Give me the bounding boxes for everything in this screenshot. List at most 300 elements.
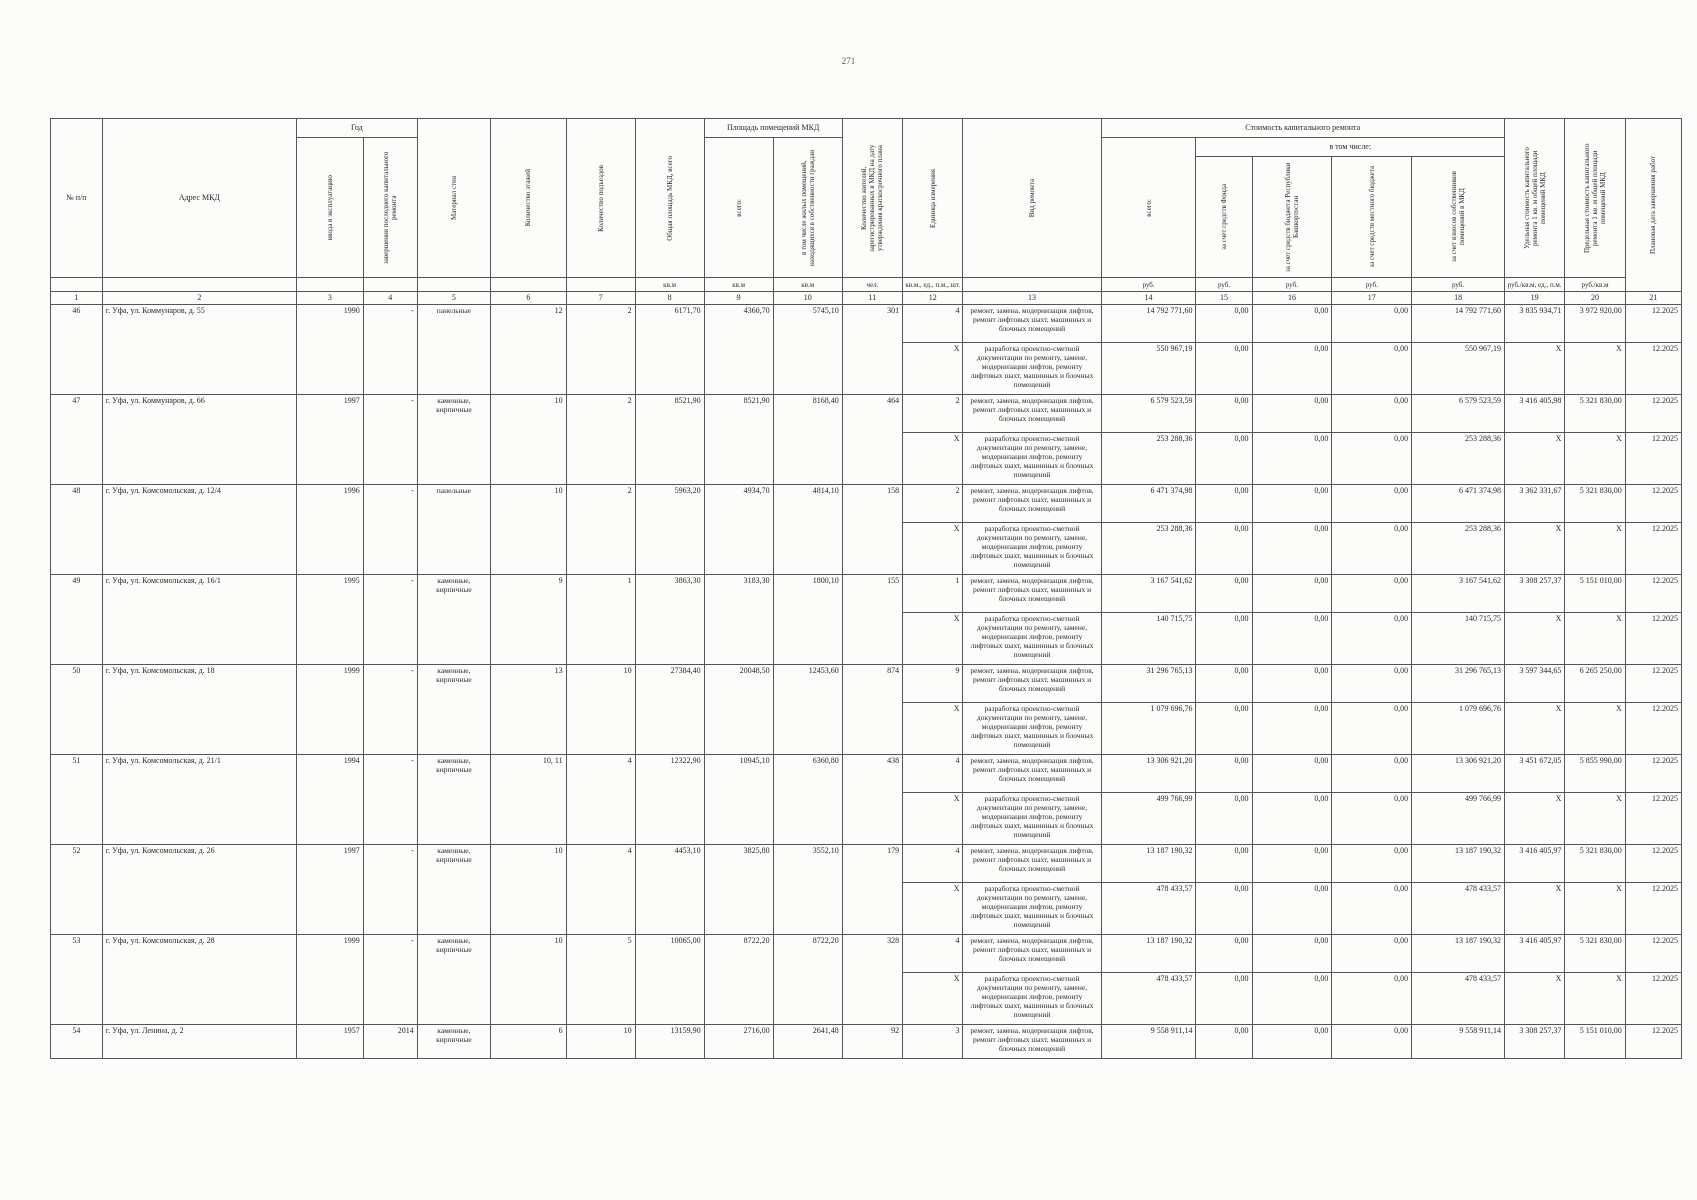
- row-year: 1999: [296, 934, 363, 1024]
- row-total-area: 10065,00: [635, 934, 704, 1024]
- row-cost-republic: 0,00: [1252, 882, 1332, 934]
- row-work-type: ремонт, замена, модернизация лифтов, ремонт лифтовых шахт, машинных и блочных помещений: [963, 574, 1101, 612]
- column-number: 2: [102, 292, 296, 305]
- row-deadline: 12.2025: [1625, 304, 1681, 342]
- row-address: г. Уфа, ул. Комсомольская, д. 18: [102, 664, 296, 754]
- column-number: 14: [1101, 292, 1196, 305]
- row-specific-cost: X: [1504, 342, 1564, 394]
- unit-cell: кв.м., ед., п.м., шт.: [903, 278, 963, 292]
- row-area-all: 20048,50: [704, 664, 773, 754]
- unit-cell: руб./кв.м: [1565, 278, 1625, 292]
- row-floors: 13: [491, 664, 567, 754]
- column-number: 13: [963, 292, 1101, 305]
- header-unit: [903, 119, 963, 278]
- table-row: [51, 664, 1682, 702]
- header-cost-republic-label: за счет средств бюджета Республики Башкортостан: [1283, 162, 1300, 272]
- row-address: г. Уфа, ул. Комсомольская, д. 28: [102, 934, 296, 1024]
- row-area-all: 3825,80: [704, 844, 773, 934]
- row-max-cost: X: [1565, 792, 1625, 844]
- row-cost-owners: 478 433,57: [1412, 882, 1505, 934]
- header-cost-local-label: за счет средств местного бюджета: [1367, 166, 1376, 268]
- row-max-cost: 5 321 830,00: [1565, 934, 1625, 972]
- row-number: 52: [51, 844, 103, 934]
- row-cost-total: 6 471 374,98: [1101, 484, 1196, 522]
- row-cost-total: 13 306 921,20: [1101, 754, 1196, 792]
- row-number: 48: [51, 484, 103, 574]
- unit-cell: [566, 278, 635, 292]
- header-cost-total: [1101, 138, 1196, 278]
- row-cost-owners: 13 187 190,32: [1412, 934, 1505, 972]
- page-number: 271: [841, 56, 856, 66]
- header-cost-total-label: всего:: [1144, 198, 1153, 217]
- row-unit: 2: [903, 484, 963, 522]
- row-cost-republic: 0,00: [1252, 792, 1332, 844]
- row-cost-owners: 9 558 911,14: [1412, 1024, 1505, 1058]
- unit-cell: руб.: [1196, 278, 1252, 292]
- row-number: 47: [51, 394, 103, 484]
- row-specific-cost: X: [1504, 972, 1564, 1024]
- header-num: № п/п: [51, 119, 103, 278]
- row-deadline: 12.2025: [1625, 934, 1681, 972]
- row-work-type: ремонт, замена, модернизация лифтов, ремонт лифтовых шахт, машинных и блочных помещений: [963, 664, 1101, 702]
- row-deadline: 12.2025: [1625, 484, 1681, 522]
- row-total-area: 5963,20: [635, 484, 704, 574]
- row-work-type: разработка проектно-сметной документации по ремонту, замене, модернизации лифтов, ремонту лифтовых шахт, машинных и блочных помещений: [963, 522, 1101, 574]
- header-deadline: [1625, 119, 1681, 292]
- row-specific-cost: 3 362 331,67: [1504, 484, 1564, 522]
- row-area-living: 5745,10: [773, 304, 842, 394]
- header-year-repair: [363, 138, 417, 278]
- row-deadline: 12.2025: [1625, 702, 1681, 754]
- row-floors: 10: [491, 934, 567, 1024]
- row-number: 46: [51, 304, 103, 394]
- row-cost-fund: 0,00: [1196, 1024, 1252, 1058]
- table-row: [51, 394, 1682, 432]
- row-area-living: 4814,10: [773, 484, 842, 574]
- row-area-living: 1800,10: [773, 574, 842, 664]
- header-floors: [491, 119, 567, 278]
- row-unit: 4: [903, 304, 963, 342]
- row-cost-owners: 14 792 771,60: [1412, 304, 1505, 342]
- row-unit: X: [903, 972, 963, 1024]
- column-number: 11: [842, 292, 902, 305]
- column-number: 20: [1565, 292, 1625, 305]
- row-cost-fund: 0,00: [1196, 432, 1252, 484]
- row-cost-owners: 253 288,36: [1412, 522, 1505, 574]
- row-address: г. Уфа, ул. Комсомольская, д. 16/1: [102, 574, 296, 664]
- row-cost-total: 31 296 765,13: [1101, 664, 1196, 702]
- row-cost-republic: 0,00: [1252, 304, 1332, 342]
- row-unit: 4: [903, 754, 963, 792]
- row-residents: 438: [842, 754, 902, 844]
- row-total-area: 4453,10: [635, 844, 704, 934]
- row-floors: 10: [491, 844, 567, 934]
- row-cost-total: 14 792 771,60: [1101, 304, 1196, 342]
- unit-cell: [491, 278, 567, 292]
- column-number: 19: [1504, 292, 1564, 305]
- unit-cell: руб.: [1101, 278, 1196, 292]
- row-deadline: 12.2025: [1625, 792, 1681, 844]
- header-wall: [417, 119, 490, 278]
- row-floors: 9: [491, 574, 567, 664]
- row-cost-local: 0,00: [1332, 304, 1412, 342]
- row-deadline: 12.2025: [1625, 432, 1681, 484]
- row-unit: X: [903, 792, 963, 844]
- row-unit: X: [903, 342, 963, 394]
- row-work-type: разработка проектно-сметной документации по ремонту, замене, модернизации лифтов, ремонту лифтовых шахт, машинных и блочных помещений: [963, 432, 1101, 484]
- row-area-all: 2716,00: [704, 1024, 773, 1058]
- row-specific-cost: X: [1504, 522, 1564, 574]
- row-work-type: разработка проектно-сметной документации по ремонту, замене, модернизации лифтов, ремонту лифтовых шахт, машинных и блочных помещений: [963, 972, 1101, 1024]
- row-cost-local: 0,00: [1332, 754, 1412, 792]
- header-area-total-label: всего:: [734, 198, 743, 217]
- table-row: [51, 304, 1682, 342]
- row-entrances: 2: [566, 394, 635, 484]
- row-cost-owners: 253 288,36: [1412, 432, 1505, 484]
- row-cost-republic: 0,00: [1252, 484, 1332, 522]
- table-body: [51, 304, 1682, 1058]
- row-max-cost: 5 151 010,00: [1565, 1024, 1625, 1058]
- row-cost-fund: 0,00: [1196, 792, 1252, 844]
- row-cost-fund: 0,00: [1196, 934, 1252, 972]
- row-repair-year: -: [363, 394, 417, 484]
- column-number: 16: [1252, 292, 1332, 305]
- row-max-cost: X: [1565, 972, 1625, 1024]
- row-cost-local: 0,00: [1332, 664, 1412, 702]
- row-cost-republic: 0,00: [1252, 342, 1332, 394]
- row-wall-material: каменные, кирпичные: [417, 934, 490, 1024]
- header-year-commission: [296, 138, 363, 278]
- row-deadline: 12.2025: [1625, 844, 1681, 882]
- header-residents: [842, 119, 902, 278]
- row-cost-local: 0,00: [1332, 612, 1412, 664]
- row-cost-total: 478 433,57: [1101, 882, 1196, 934]
- header-cost-owners-label: за счет взносов собственников помещений в МКД: [1450, 171, 1467, 263]
- row-cost-total: 13 187 190,32: [1101, 934, 1196, 972]
- row-cost-local: 0,00: [1332, 342, 1412, 394]
- row-work-type: ремонт, замена, модернизация лифтов, ремонт лифтовых шахт, машинных и блочных помещений: [963, 934, 1101, 972]
- row-cost-fund: 0,00: [1196, 574, 1252, 612]
- row-unit: X: [903, 612, 963, 664]
- row-area-living: 8168,40: [773, 394, 842, 484]
- row-cost-republic: 0,00: [1252, 1024, 1332, 1058]
- row-max-cost: 5 321 830,00: [1565, 394, 1625, 432]
- row-year: 1997: [296, 394, 363, 484]
- row-cost-local: 0,00: [1332, 432, 1412, 484]
- header-year-repair-label: завершения последнего капитального ремонта: [382, 151, 399, 264]
- row-cost-total: 550 967,19: [1101, 342, 1196, 394]
- row-address: г. Уфа, ул. Ленина, д. 2: [102, 1024, 296, 1058]
- row-deadline: 12.2025: [1625, 754, 1681, 792]
- row-cost-republic: 0,00: [1252, 754, 1332, 792]
- row-residents: 464: [842, 394, 902, 484]
- row-year: 1957: [296, 1024, 363, 1058]
- row-deadline: 12.2025: [1625, 522, 1681, 574]
- row-specific-cost: X: [1504, 882, 1564, 934]
- row-cost-fund: 0,00: [1196, 754, 1252, 792]
- row-cost-local: 0,00: [1332, 882, 1412, 934]
- row-deadline: 12.2025: [1625, 394, 1681, 432]
- row-work-type: ремонт, замена, модернизация лифтов, ремонт лифтовых шахт, машинных и блочных помещений: [963, 1024, 1101, 1058]
- row-specific-cost: 3 451 672,05: [1504, 754, 1564, 792]
- header-work: [963, 119, 1101, 278]
- row-cost-local: 0,00: [1332, 792, 1412, 844]
- unit-cell: [363, 278, 417, 292]
- row-total-area: 8521,90: [635, 394, 704, 484]
- row-deadline: 12.2025: [1625, 574, 1681, 612]
- row-cost-fund: 0,00: [1196, 522, 1252, 574]
- row-cost-owners: 31 296 765,13: [1412, 664, 1505, 702]
- table-row: [51, 484, 1682, 522]
- row-cost-total: 253 288,36: [1101, 522, 1196, 574]
- row-work-type: ремонт, замена, модернизация лифтов, ремонт лифтовых шахт, машинных и блочных помещений: [963, 304, 1101, 342]
- row-year: 1996: [296, 484, 363, 574]
- row-specific-cost: 3 835 934,71: [1504, 304, 1564, 342]
- row-cost-republic: 0,00: [1252, 702, 1332, 754]
- row-cost-owners: 550 967,19: [1412, 342, 1505, 394]
- row-year: 1994: [296, 754, 363, 844]
- row-specific-cost: 3 308 257,37: [1504, 574, 1564, 612]
- unit-cell: [417, 278, 490, 292]
- row-total-area: 3863,30: [635, 574, 704, 664]
- column-number: 5: [417, 292, 490, 305]
- row-area-living: 6360,80: [773, 754, 842, 844]
- capital-repair-table-sheet: [50, 118, 1682, 1059]
- row-deadline: 12.2025: [1625, 972, 1681, 1024]
- unit-cell: кв.м: [773, 278, 842, 292]
- row-cost-local: 0,00: [1332, 522, 1412, 574]
- row-cost-total: 1 079 696,76: [1101, 702, 1196, 754]
- row-cost-fund: 0,00: [1196, 702, 1252, 754]
- row-cost-fund: 0,00: [1196, 664, 1252, 702]
- row-cost-republic: 0,00: [1252, 394, 1332, 432]
- row-max-cost: X: [1565, 432, 1625, 484]
- row-number: 49: [51, 574, 103, 664]
- row-area-all: 4934,70: [704, 484, 773, 574]
- column-number: 17: [1332, 292, 1412, 305]
- row-deadline: 12.2025: [1625, 612, 1681, 664]
- row-unit: 4: [903, 934, 963, 972]
- row-address: г. Уфа, ул. Комсомольская, д. 12/4: [102, 484, 296, 574]
- header-specific-label: Удельная стоимость капитального ремонта 1 кв. м общей площади помещений МКД: [1522, 147, 1547, 249]
- row-cost-republic: 0,00: [1252, 972, 1332, 1024]
- row-address: г. Уфа, ул. Комсомольская, д. 21/1: [102, 754, 296, 844]
- row-cost-owners: 499 766,99: [1412, 792, 1505, 844]
- row-number: 51: [51, 754, 103, 844]
- row-cost-owners: 13 306 921,20: [1412, 754, 1505, 792]
- column-number: 15: [1196, 292, 1252, 305]
- row-cost-total: 478 433,57: [1101, 972, 1196, 1024]
- row-entrances: 4: [566, 754, 635, 844]
- row-cost-owners: 6 471 374,98: [1412, 484, 1505, 522]
- column-number: 18: [1412, 292, 1505, 305]
- row-number: 54: [51, 1024, 103, 1058]
- row-floors: 10, 11: [491, 754, 567, 844]
- header-floors-label: Количество этажей: [524, 169, 533, 227]
- row-year: 1997: [296, 844, 363, 934]
- row-work-type: разработка проектно-сметной документации по ремонту, замене, модернизации лифтов, ремонту лифтовых шахт, машинных и блочных помещений: [963, 342, 1101, 394]
- row-work-type: разработка проектно-сметной документации по ремонту, замене, модернизации лифтов, ремонту лифтовых шахт, машинных и блочных помещений: [963, 882, 1101, 934]
- row-unit: 4: [903, 844, 963, 882]
- row-residents: 158: [842, 484, 902, 574]
- row-number: 53: [51, 934, 103, 1024]
- row-cost-local: 0,00: [1332, 844, 1412, 882]
- row-work-type: ремонт, замена, модернизация лифтов, ремонт лифтовых шахт, машинных и блочных помещений: [963, 844, 1101, 882]
- header-area-part-label: в том числе жилых помещений, находящихся в собственности граждан: [799, 149, 816, 266]
- row-cost-local: 0,00: [1332, 934, 1412, 972]
- row-cost-fund: 0,00: [1196, 484, 1252, 522]
- row-specific-cost: 3 416 405,97: [1504, 934, 1564, 972]
- header-specific: [1504, 119, 1564, 278]
- column-number: 21: [1625, 292, 1681, 305]
- row-max-cost: 5 321 830,00: [1565, 484, 1625, 522]
- row-address: г. Уфа, ул. Коммунаров, д. 55: [102, 304, 296, 394]
- row-entrances: 2: [566, 484, 635, 574]
- row-specific-cost: X: [1504, 792, 1564, 844]
- unit-cell: кв.м: [704, 278, 773, 292]
- row-specific-cost: 3 416 405,98: [1504, 394, 1564, 432]
- row-area-all: 4360,70: [704, 304, 773, 394]
- row-entrances: 4: [566, 844, 635, 934]
- row-cost-local: 0,00: [1332, 702, 1412, 754]
- row-work-type: разработка проектно-сметной документации по ремонту, замене, модернизации лифтов, ремонту лифтовых шахт, машинных и блочных помещений: [963, 612, 1101, 664]
- column-number: 3: [296, 292, 363, 305]
- header-cost-republic: [1252, 157, 1332, 278]
- unit-cell: кв.м: [635, 278, 704, 292]
- row-work-type: ремонт, замена, модернизация лифтов, ремонт лифтовых шахт, машинных и блочных помещений: [963, 754, 1101, 792]
- column-number: 7: [566, 292, 635, 305]
- row-repair-year: -: [363, 484, 417, 574]
- row-entrances: 2: [566, 304, 635, 394]
- table-row: [51, 844, 1682, 882]
- unit-cell: чел.: [842, 278, 902, 292]
- row-cost-fund: 0,00: [1196, 304, 1252, 342]
- row-work-type: ремонт, замена, модернизация лифтов, ремонт лифтовых шахт, машинных и блочных помещений: [963, 484, 1101, 522]
- row-cost-republic: 0,00: [1252, 574, 1332, 612]
- row-cost-fund: 0,00: [1196, 342, 1252, 394]
- column-number: 4: [363, 292, 417, 305]
- row-address: г. Уфа, ул. Коммунаров, д. 66: [102, 394, 296, 484]
- row-residents: 874: [842, 664, 902, 754]
- row-area-all: 10945,10: [704, 754, 773, 844]
- row-area-living: 8722,20: [773, 934, 842, 1024]
- row-cost-total: 253 288,36: [1101, 432, 1196, 484]
- row-cost-fund: 0,00: [1196, 844, 1252, 882]
- unit-cell: [102, 278, 296, 292]
- column-number: 1: [51, 292, 103, 305]
- header-year-commission-label: ввода в эксплуатацию: [325, 174, 334, 241]
- row-max-cost: X: [1565, 342, 1625, 394]
- row-area-living: 3552,10: [773, 844, 842, 934]
- row-cost-total: 13 187 190,32: [1101, 844, 1196, 882]
- unit-cell: [296, 278, 363, 292]
- row-area-all: 3183,30: [704, 574, 773, 664]
- row-repair-year: -: [363, 844, 417, 934]
- row-cost-local: 0,00: [1332, 394, 1412, 432]
- row-unit: 2: [903, 394, 963, 432]
- row-specific-cost: 3 308 257,37: [1504, 1024, 1564, 1058]
- row-unit: X: [903, 522, 963, 574]
- unit-cell: руб./кв.м, ед., п.м.: [1504, 278, 1564, 292]
- row-residents: 179: [842, 844, 902, 934]
- row-floors: 10: [491, 484, 567, 574]
- row-deadline: 12.2025: [1625, 342, 1681, 394]
- row-cost-republic: 0,00: [1252, 432, 1332, 484]
- row-year: 1990: [296, 304, 363, 394]
- row-entrances: 1: [566, 574, 635, 664]
- row-repair-year: -: [363, 304, 417, 394]
- column-number: 9: [704, 292, 773, 305]
- header-total-area: [635, 119, 704, 278]
- row-cost-local: 0,00: [1332, 574, 1412, 612]
- header-residents-label: Количество жителей, зарегистрированных в МКД на дату утверждения краткосрочного плана: [860, 144, 885, 252]
- row-cost-local: 0,00: [1332, 1024, 1412, 1058]
- row-area-living: 2641,48: [773, 1024, 842, 1058]
- row-residents: 328: [842, 934, 902, 1024]
- column-number: 6: [491, 292, 567, 305]
- row-cost-owners: 140 715,75: [1412, 612, 1505, 664]
- row-cost-republic: 0,00: [1252, 522, 1332, 574]
- header-address: Адрес МКД: [102, 119, 296, 278]
- header-total-area-label: Общая площадь МКД, всего: [665, 155, 674, 241]
- row-cost-fund: 0,00: [1196, 972, 1252, 1024]
- header-entrances: [566, 119, 635, 278]
- row-total-area: 6171,70: [635, 304, 704, 394]
- row-cost-fund: 0,00: [1196, 394, 1252, 432]
- row-cost-republic: 0,00: [1252, 844, 1332, 882]
- row-work-type: ремонт, замена, модернизация лифтов, ремонт лифтовых шахт, машинных и блочных помещений: [963, 394, 1101, 432]
- row-residents: 301: [842, 304, 902, 394]
- row-work-type: разработка проектно-сметной документации по ремонту, замене, модернизации лифтов, ремонту лифтовых шахт, машинных и блочных помещений: [963, 792, 1101, 844]
- row-cost-owners: 6 579 523,59: [1412, 394, 1505, 432]
- header-cost-including: в том числе:: [1196, 138, 1504, 157]
- row-wall-material: каменные, кирпичные: [417, 754, 490, 844]
- row-area-living: 12453,60: [773, 664, 842, 754]
- unit-cell: [963, 278, 1101, 292]
- header-area-group: Площадь помещений МКД: [704, 119, 842, 138]
- row-unit: X: [903, 432, 963, 484]
- row-repair-year: -: [363, 754, 417, 844]
- row-max-cost: 5 321 830,00: [1565, 844, 1625, 882]
- row-unit: 1: [903, 574, 963, 612]
- unit-cell: руб.: [1252, 278, 1332, 292]
- row-cost-local: 0,00: [1332, 972, 1412, 1024]
- row-wall-material: панельные: [417, 484, 490, 574]
- row-cost-total: 499 766,99: [1101, 792, 1196, 844]
- row-repair-year: -: [363, 934, 417, 1024]
- row-residents: 92: [842, 1024, 902, 1058]
- unit-cell: руб.: [1332, 278, 1412, 292]
- row-wall-material: каменные, кирпичные: [417, 394, 490, 484]
- header-area-total: [704, 138, 773, 278]
- row-cost-total: 6 579 523,59: [1101, 394, 1196, 432]
- header-year-group: Год: [296, 119, 417, 138]
- row-area-all: 8722,20: [704, 934, 773, 1024]
- row-specific-cost: 3 416 405,97: [1504, 844, 1564, 882]
- row-deadline: 12.2025: [1625, 664, 1681, 702]
- row-specific-cost: 3 597 344,65: [1504, 664, 1564, 702]
- row-unit: X: [903, 882, 963, 934]
- row-unit: 9: [903, 664, 963, 702]
- row-wall-material: панельные: [417, 304, 490, 394]
- header-cost-fund-label: за счет средств Фонда: [1220, 184, 1228, 250]
- header-cost-local: [1332, 157, 1412, 278]
- row-work-type: разработка проектно-сметной документации по ремонту, замене, модернизации лифтов, ремонту лифтовых шахт, машинных и блочных помещений: [963, 702, 1101, 754]
- row-total-area: 27384,40: [635, 664, 704, 754]
- column-number: 8: [635, 292, 704, 305]
- header-cost-owners: [1412, 157, 1505, 278]
- header-entrances-label: Количество подъездов: [596, 164, 605, 232]
